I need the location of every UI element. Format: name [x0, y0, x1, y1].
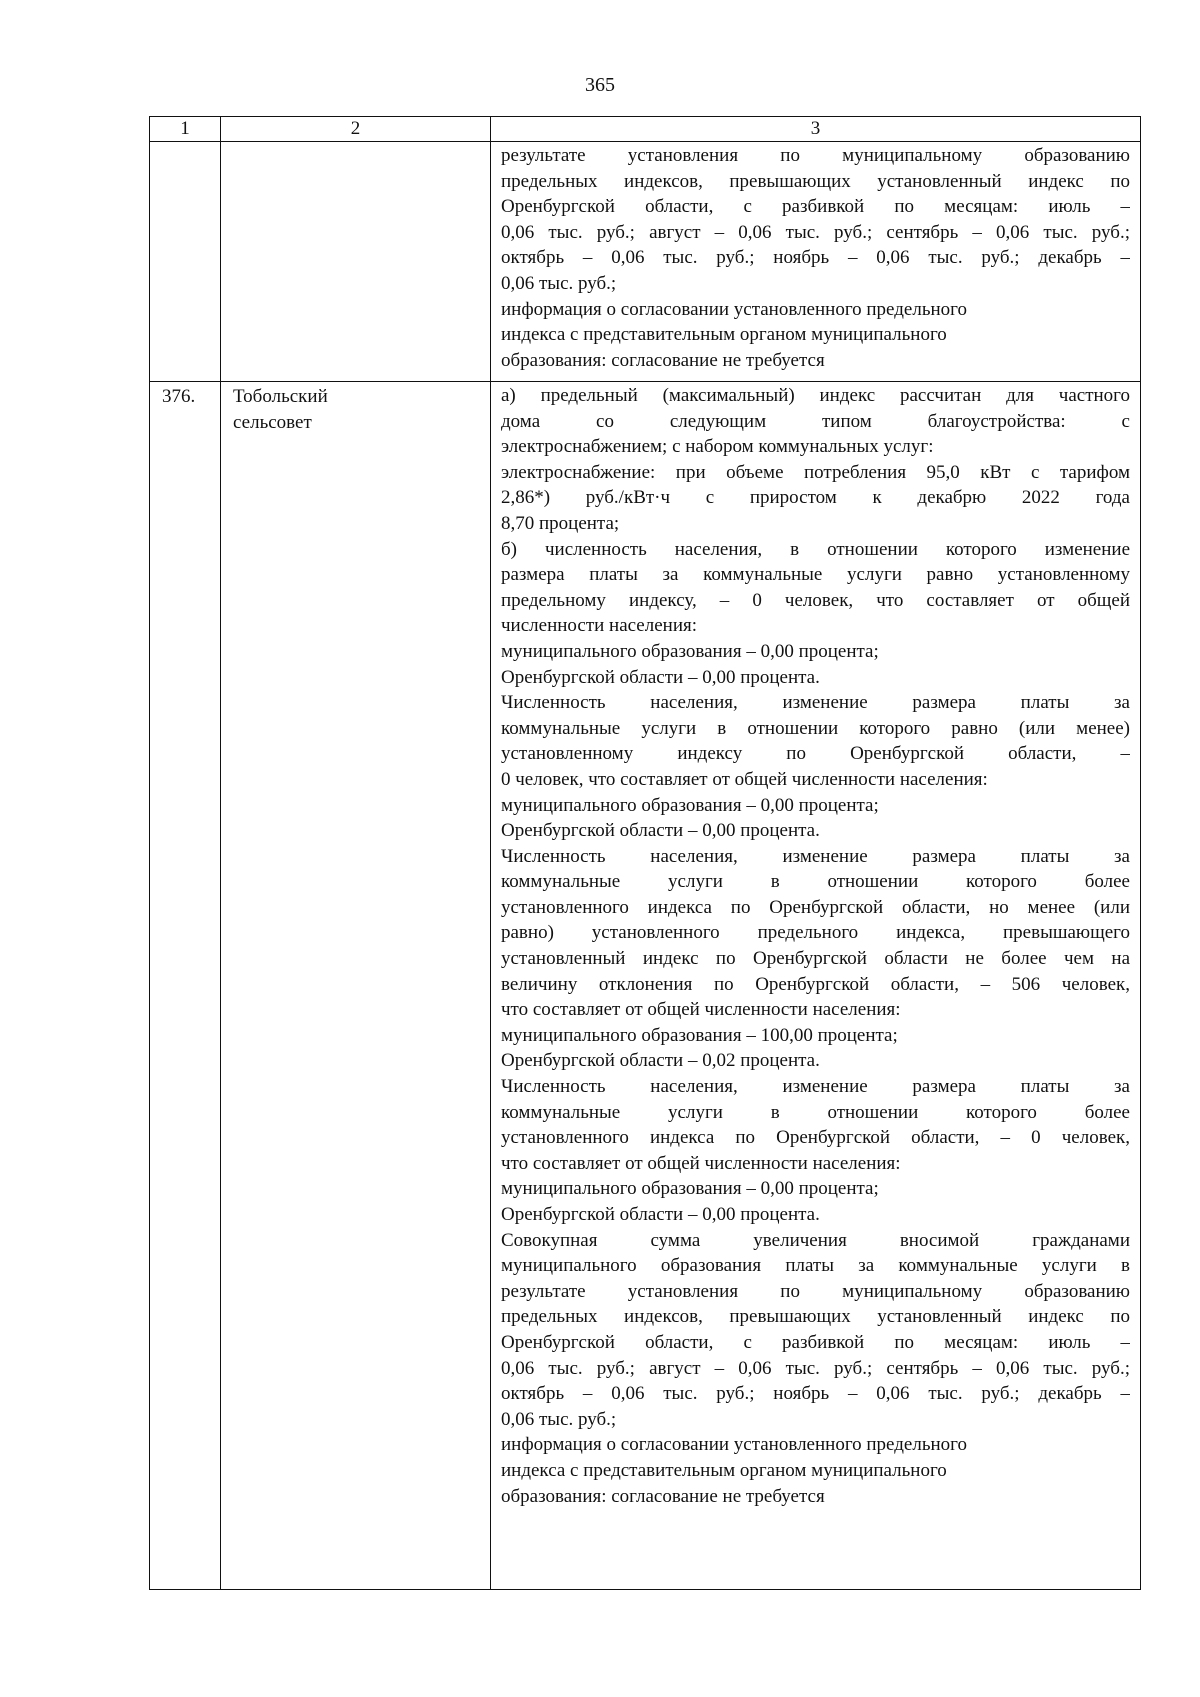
text-line: величину отклонения по Оренбургской области, – 506 человек, [501, 973, 1130, 995]
text-line: численности населения: [501, 615, 698, 637]
table-row-376 [150, 382, 1141, 1590]
text-line: октябрь – 0,06 тыс. руб.; ноябрь – 0,06 тыс. руб.; декабрь – [501, 1383, 1130, 1405]
text-line: предельному индексу, – 0 человек, что составляет от общей [501, 589, 1130, 611]
text-line: коммунальные услуги в отношении которого более [501, 871, 1130, 893]
text-line: Оренбургской области – 0,00 процента. [501, 666, 820, 688]
text-line: установленного индекса по Оренбургской области, но менее (или [501, 896, 1130, 918]
text-line: муниципального образования – 0,00 процента; [501, 1178, 879, 1200]
text-line: Оренбургской области, с разбивкой по месяцам: июль – [501, 1331, 1130, 1353]
text-line: установленный индекс по Оренбургской области не более чем на [501, 948, 1130, 970]
text-line: образования: согласование не требуется [501, 349, 825, 371]
text-line: коммунальные услуги в отношении которого равно (или менее) [501, 717, 1130, 739]
text-line: Оренбургской области – 0,00 процента. [501, 1204, 820, 1225]
text-line: Численность населения, изменение размера платы за [501, 692, 1130, 714]
text-line: Численность населения, изменение размера платы за [501, 845, 1130, 867]
table-row-continuation [150, 142, 1141, 382]
text-line: предельных индексов, превышающих установленный индекс по [501, 1306, 1130, 1328]
text-line: октябрь – 0,06 тыс. руб.; ноябрь – 0,06 тыс. руб.; декабрь – [501, 247, 1130, 269]
row-description-lines [501, 383, 1130, 1509]
text-line: информация о согласовании установленного предельного [501, 1434, 967, 1456]
text-line: установленного индекса по Оренбургской области, – 0 человек, [501, 1127, 1130, 1149]
text-line: результате установления по муниципальному образованию [501, 1280, 1130, 1302]
text-line: информация о согласовании установленного предельного [501, 298, 967, 320]
text-line: 0,06 тыс. руб.; [501, 1408, 617, 1430]
text-line: дома со следующим типом благоустройства: с [501, 410, 1130, 432]
text-line: коммунальные услуги в отношении которого более [501, 1101, 1130, 1123]
row-number-cell [150, 142, 221, 382]
text-line: муниципального образования – 0,00 процента; [501, 640, 879, 662]
text-line: 0,06 тыс. руб.; [501, 272, 617, 294]
text-line: индекса с представительным органом муниципального [501, 324, 947, 346]
text-line: 0,06 тыс. руб.; август – 0,06 тыс. руб.; сентябрь – 0,06 тыс. руб.; [501, 221, 1130, 243]
text-line: 0,06 тыс. руб.; август – 0,06 тыс. руб.; сентябрь – 0,06 тыс. руб.; [501, 1357, 1130, 1379]
text-line: б) численность населения, в отношении которого изменение [501, 538, 1130, 560]
text-line: образования: согласование не требуется [501, 1485, 825, 1507]
header-cell-3: 3 [491, 117, 1141, 142]
text-line: электроснабжением; с набором коммунальных услуг: [501, 436, 934, 458]
row-number-cell: 376. [150, 382, 221, 1590]
text-line: Численность населения, изменение размера платы за [501, 1076, 1130, 1098]
text-line: муниципального образования – 100,00 процента; [501, 1024, 898, 1046]
text-line: муниципального образования – 0,00 процента; [501, 794, 879, 816]
text-line: индекса с представительным органом муниципального [501, 1459, 947, 1481]
table-header-row [150, 117, 1141, 142]
text-line: а) предельный (максимальный) индекс рассчитан для частного [501, 385, 1130, 406]
text-line: равно) установленного предельного индекса, превышающего [501, 922, 1130, 944]
text-line: размера платы за коммунальные услуги равно установленному [501, 564, 1130, 586]
text-line: 0 человек, что составляет от общей численности населения: [501, 768, 988, 790]
row-description-cell [491, 142, 1141, 382]
row-name-cell [221, 382, 491, 1590]
header-cell-2: 2 [221, 117, 491, 142]
text-line: что составляет от общей численности населения: [501, 999, 901, 1021]
row-name-cell [221, 142, 491, 382]
row-name-lines [233, 384, 484, 435]
text-line: предельных индексов, превышающих установленный индекс по [501, 170, 1130, 192]
text-line: 8,70 процента; [501, 512, 620, 534]
text-line: электроснабжение: при объеме потребления 95,0 кВт с тарифом [501, 461, 1130, 483]
text-line: что составляет от общей численности населения: [501, 1152, 901, 1174]
data-table [149, 116, 1141, 1590]
text-line: муниципального образования платы за коммунальные услуги в [501, 1255, 1130, 1277]
text-line: Оренбургской области, с разбивкой по месяцам: июль – [501, 196, 1130, 218]
text-line: 2,86*) руб./кВт·ч с приростом к декабрю 2022 года [501, 487, 1130, 509]
text-line: результате установления по муниципальному образованию [501, 145, 1130, 166]
text-line: установленному индексу по Оренбургской области, – [501, 743, 1130, 765]
row-description-cell [491, 382, 1141, 1590]
page-number: 365 [585, 74, 615, 96]
row-description-lines [501, 143, 1130, 373]
text-line: Оренбургской области – 0,02 процента. [501, 1050, 820, 1072]
text-line: Совокупная сумма увеличения вносимой гражданами [501, 1229, 1130, 1251]
header-cell-1: 1 [150, 117, 221, 142]
name-line: сельсовет [233, 411, 312, 433]
text-line: Оренбургской области – 0,00 процента. [501, 820, 820, 842]
name-line: Тобольский [233, 386, 328, 407]
